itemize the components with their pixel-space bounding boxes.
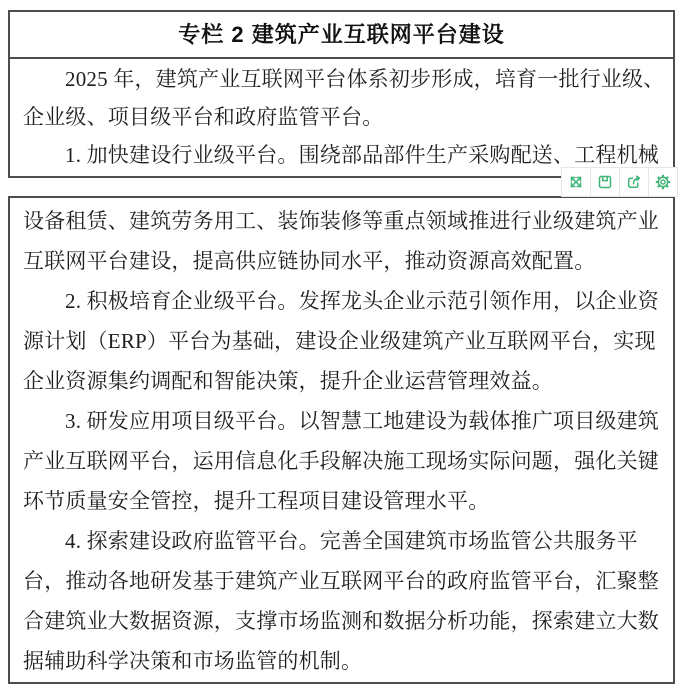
text-line: 据辅助科学决策和市场监管的机制。 (23, 649, 363, 673)
text-line: 3. 研发应用项目级平台。以智慧工地建设为载体推广项目级建筑 (65, 409, 659, 433)
settings-icon (654, 173, 672, 191)
text-line: 企业资源集约调配和智能决策，提升企业运营管理效益。 (23, 369, 553, 393)
save-button[interactable] (590, 167, 620, 197)
share-icon (625, 173, 643, 191)
resize-icon (567, 173, 585, 191)
text-line: 环节质量安全管控，提升工程项目建设管理水平。 (23, 489, 490, 513)
text-line: 合建筑业大数据资源，支撑市场监测和数据分析功能，探索建立大数 (23, 609, 659, 633)
share-button[interactable] (619, 167, 649, 197)
panel-bottom (8, 196, 675, 684)
resize-button[interactable] (561, 167, 591, 197)
text-line: 设备租赁、建筑劳务用工、装饰装修等重点领域推进行业级建筑产业 (23, 209, 659, 233)
text-line: 2025 年，建筑产业互联网平台体系初步形成，培育一批行业级、 (65, 67, 665, 91)
panel-top-body (10, 59, 673, 174)
panel-title: 专栏 2 建筑产业互联网平台建设 (10, 12, 673, 59)
text-line: 互联网平台建设，提高供应链协同水平，推动资源高效配置。 (23, 249, 596, 273)
save-icon (596, 173, 614, 191)
panel-top (8, 10, 675, 178)
panel-bottom-body (10, 198, 673, 681)
text-line: 台，推动各地研发基于建筑产业互联网平台的政府监管平台，汇聚整 (23, 569, 659, 593)
text-line: 2. 积极培育企业级平台。发挥龙头企业示范引领作用，以企业资 (65, 289, 659, 313)
text-line: 4. 探索建设政府监管平台。完善全国建筑市场监管公共服务平 (65, 529, 638, 553)
text-line: 企业级、项目级平台和政府监管平台。 (23, 105, 384, 129)
text-line: 1. 加快建设行业级平台。围绕部品部件生产采购配送、工程机械 (65, 143, 659, 167)
settings-button[interactable] (648, 167, 678, 197)
text-line: 源计划（ERP）平台为基础，建设企业级建筑产业互联网平台，实现 (23, 329, 656, 353)
screenshot-toolbar (562, 167, 678, 197)
text-line: 产业互联网平台，运用信息化手段解决施工现场实际问题，强化关键 (23, 449, 659, 473)
